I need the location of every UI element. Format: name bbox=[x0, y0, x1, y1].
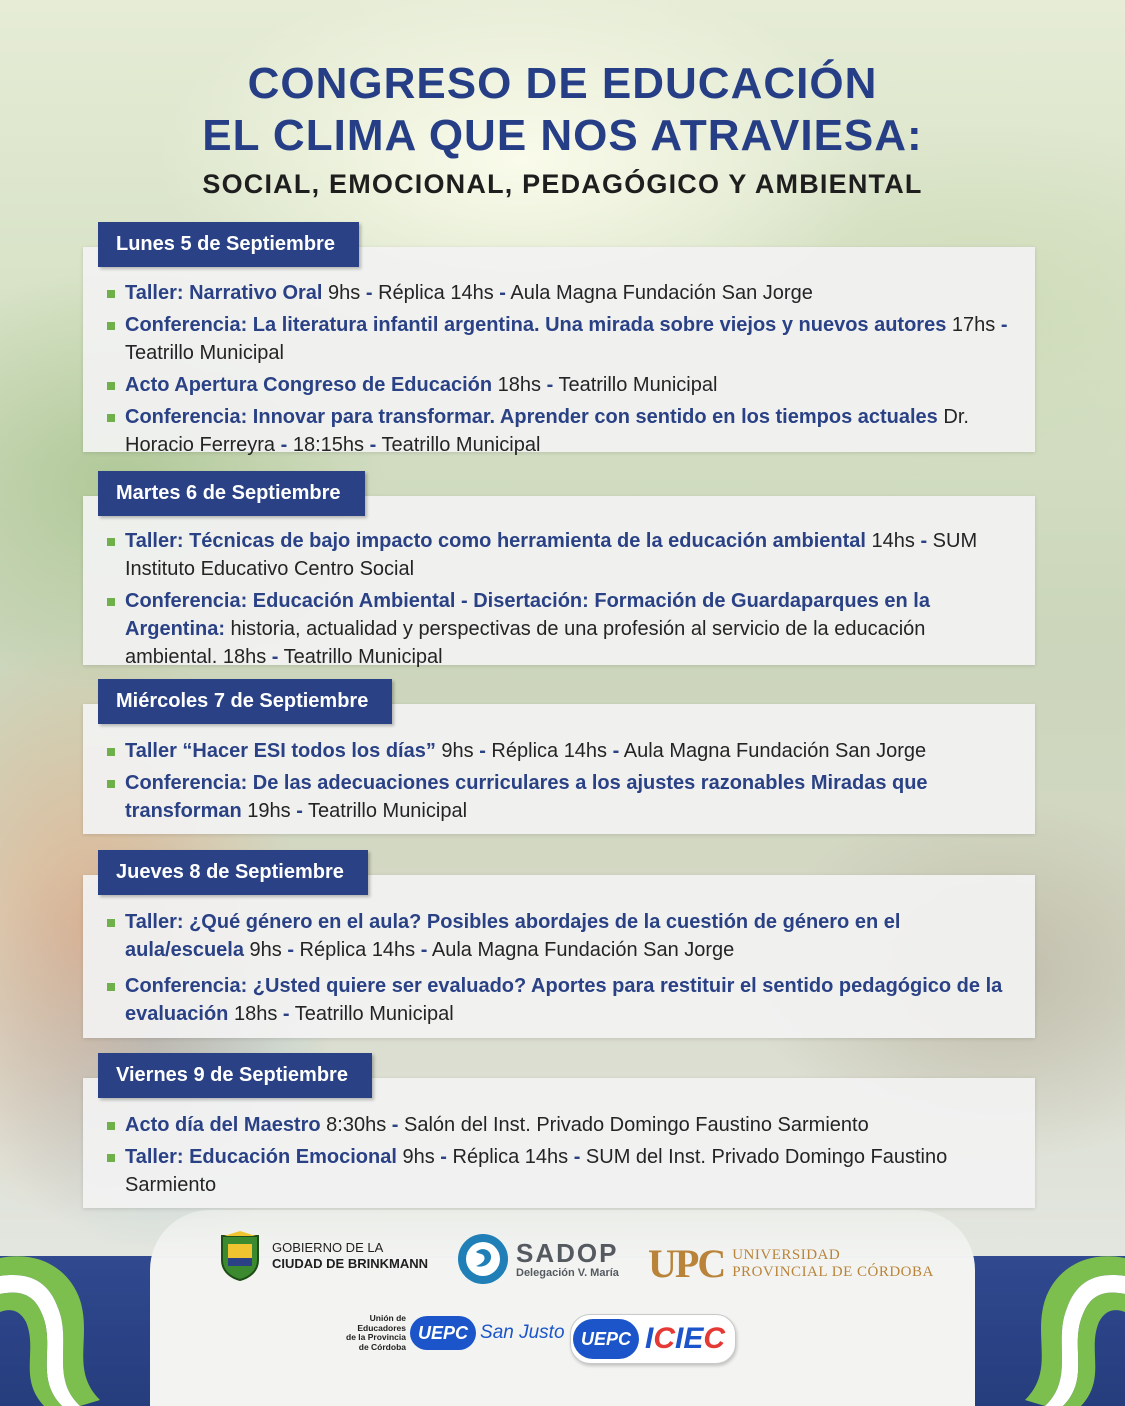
bullet-square-icon bbox=[107, 919, 115, 927]
event-title: Acto Apertura Congreso de Educación bbox=[125, 374, 493, 396]
event-separator: - bbox=[612, 740, 620, 762]
bullet-square-icon bbox=[107, 598, 115, 606]
event-detail: Teatrillo Municipal bbox=[553, 374, 718, 396]
upc-mark: UPC bbox=[648, 1241, 725, 1286]
day-section-monday bbox=[83, 222, 1035, 456]
event-title: Conferencia: Educación Ambiental - Disertación: Formación de Guardaparques en la Argentina: bbox=[125, 590, 930, 640]
event-detail: Aula Magna Fundación San Jorge bbox=[619, 740, 927, 762]
header bbox=[0, 58, 1125, 202]
event-separator: - bbox=[282, 1003, 290, 1025]
event-detail: Aula Magna Fundación San Jorge bbox=[505, 282, 813, 304]
event-detail: SUM del Inst. Privado Domingo Faustino Sarmiento bbox=[125, 1146, 948, 1196]
event-separator: - bbox=[573, 1146, 581, 1168]
sadop-name: SADOP bbox=[516, 1238, 619, 1268]
uepc-small-4: de Córdoba bbox=[358, 1341, 406, 1352]
event-detail: Réplica 14hs bbox=[294, 939, 421, 961]
event-separator: - bbox=[1000, 314, 1008, 336]
event-list bbox=[83, 1111, 1035, 1203]
uepc-small-3: de la Provincia bbox=[346, 1332, 406, 1342]
brinkmann-shield-icon bbox=[218, 1230, 262, 1282]
event-separator: - bbox=[479, 740, 486, 762]
event-detail: Teatrillo Municipal bbox=[278, 646, 443, 668]
event-detail: Teatrillo Municipal bbox=[125, 342, 284, 364]
day-section-tuesday bbox=[83, 471, 1035, 668]
uepc-small-1: Unión de bbox=[369, 1313, 406, 1323]
uepc-san-justo: San Justo bbox=[480, 1322, 565, 1343]
event-title: Conferencia: De las adecuaciones curriculares a los ajustes razonables Miradas que transforman bbox=[125, 772, 928, 822]
logo-uepc-iciec bbox=[570, 1314, 736, 1364]
event-item bbox=[83, 403, 1035, 459]
iciec-part-1: I bbox=[645, 1322, 654, 1355]
event-separator: - bbox=[920, 530, 928, 552]
event-detail: Dr. Horacio Ferreyra bbox=[125, 406, 969, 456]
event-item bbox=[83, 371, 1035, 399]
event-detail: 9hs bbox=[396, 1146, 441, 1168]
event-title: Taller: Educación Emocional bbox=[125, 1146, 397, 1168]
event-detail: 8:30hs bbox=[320, 1114, 392, 1136]
event-detail: 19hs bbox=[241, 800, 297, 822]
event-detail: Teatrillo Municipal bbox=[289, 1003, 454, 1025]
event-detail: 9hs bbox=[435, 740, 480, 762]
event-separator: - bbox=[296, 800, 303, 822]
event-separator: - bbox=[499, 282, 506, 304]
event-title: Conferencia: ¿Usted quiere ser evaluado? Aportes para restituir el sentido pedagógico de la evaluación bbox=[125, 975, 1003, 1025]
upc-line-1: UNIVERSIDAD bbox=[732, 1246, 841, 1263]
event-title: Conferencia: Innovar para transformar. Aprender con sentido en los tiempos actuales bbox=[125, 406, 938, 428]
title-line-2: EL CLIMA QUE NOS ATRAVIESA: bbox=[202, 111, 923, 160]
event-title: Taller “Hacer ESI todos los días” bbox=[125, 740, 436, 762]
event-item bbox=[83, 527, 1035, 583]
event-item bbox=[83, 1143, 1035, 1199]
event-separator: - bbox=[546, 374, 554, 396]
event-detail: 14hs bbox=[865, 530, 921, 552]
event-item bbox=[83, 908, 1035, 964]
event-list bbox=[83, 737, 1035, 829]
ribbon-right-icon bbox=[965, 1250, 1125, 1406]
uepc-badge: UEPC bbox=[410, 1316, 476, 1350]
event-detail: 9hs bbox=[243, 939, 288, 961]
event-separator: - bbox=[271, 646, 279, 668]
iciec-text bbox=[645, 1322, 725, 1356]
bullet-square-icon bbox=[107, 414, 115, 422]
event-detail: 18hs bbox=[492, 374, 547, 396]
event-separator: - bbox=[440, 1146, 447, 1168]
event-detail: 9hs bbox=[322, 282, 366, 304]
event-item bbox=[83, 587, 1035, 671]
iciec-c-2: C bbox=[703, 1322, 726, 1355]
event-detail: 18:15hs bbox=[287, 434, 370, 456]
event-list bbox=[83, 279, 1035, 463]
bullet-square-icon bbox=[107, 538, 115, 546]
day-label: Miércoles 7 de Septiembre bbox=[98, 679, 392, 724]
iciec-c-1: C bbox=[653, 1322, 676, 1355]
day-label: Jueves 8 de Septiembre bbox=[98, 850, 368, 895]
event-separator: - bbox=[369, 434, 377, 456]
event-item bbox=[83, 311, 1035, 367]
logo-sadop bbox=[456, 1232, 619, 1286]
event-item bbox=[83, 279, 1035, 307]
brinkmann-line-2: CIUDAD DE BRINKMANN bbox=[272, 1256, 428, 1271]
event-detail: SUM Instituto Educativo Centro Social bbox=[125, 530, 978, 580]
event-list bbox=[83, 908, 1035, 1036]
event-item bbox=[83, 1111, 1035, 1139]
logo-uepc-san-justo bbox=[346, 1314, 565, 1352]
brinkmann-line-1: GOBIERNO DE LA bbox=[272, 1240, 384, 1255]
event-title: Acto día del Maestro bbox=[125, 1114, 321, 1136]
bullet-square-icon bbox=[107, 1154, 115, 1162]
event-title: Taller: Narrativo Oral bbox=[125, 282, 323, 304]
event-separator: - bbox=[287, 939, 294, 961]
event-detail: Réplica 14hs bbox=[372, 282, 500, 304]
ribbon-left-icon bbox=[0, 1250, 160, 1406]
day-label: Viernes 9 de Septiembre bbox=[98, 1053, 372, 1098]
event-title: Taller: ¿Qué género en el aula? Posibles abordajes de la cuestión de género en el aula/escuela bbox=[125, 911, 901, 961]
day-section-thursday bbox=[83, 850, 1035, 1038]
event-detail: Réplica 14hs bbox=[446, 1146, 574, 1168]
upc-line-2: PROVINCIAL DE CÓRDOBA bbox=[732, 1263, 934, 1280]
bullet-square-icon bbox=[107, 780, 115, 788]
event-separator: - bbox=[280, 434, 288, 456]
day-section-friday bbox=[83, 1053, 1035, 1208]
event-detail: Aula Magna Fundación San Jorge bbox=[427, 939, 735, 961]
bullet-square-icon bbox=[107, 748, 115, 756]
sadop-sub: Delegación V. María bbox=[516, 1267, 619, 1279]
iciec-part-2: IE bbox=[675, 1322, 704, 1355]
event-detail: historia, actualidad y perspectivas de una profesión al servicio de la educación ambiental. 18hs bbox=[125, 618, 926, 668]
title-line-1: CONGRESO DE EDUCACIÓN bbox=[247, 59, 878, 108]
event-item bbox=[83, 737, 1035, 765]
subtitle: SOCIAL, EMOCIONAL, PEDAGÓGICO Y AMBIENTAL bbox=[202, 169, 923, 199]
event-item bbox=[83, 769, 1035, 825]
event-detail: Salón del Inst. Privado Domingo Faustino Sarmiento bbox=[398, 1114, 869, 1136]
day-label: Martes 6 de Septiembre bbox=[98, 471, 365, 516]
event-detail: 17hs bbox=[946, 314, 1001, 336]
bullet-square-icon bbox=[107, 290, 115, 298]
day-label: Lunes 5 de Septiembre bbox=[98, 222, 359, 267]
sadop-emblem-icon bbox=[456, 1232, 510, 1286]
footer bbox=[0, 1210, 1125, 1406]
logo-upc bbox=[648, 1240, 934, 1287]
event-title: Conferencia: La literatura infantil argentina. Una mirada sobre viejos y nuevos autores bbox=[125, 314, 947, 336]
bullet-square-icon bbox=[107, 1122, 115, 1130]
uepc-small-2: Educadores bbox=[357, 1322, 406, 1333]
day-section-wednesday bbox=[83, 679, 1035, 834]
logo-brinkmann bbox=[218, 1230, 428, 1282]
event-title: Taller: Técnicas de bajo impacto como herramienta de la educación ambiental bbox=[125, 530, 866, 552]
bullet-square-icon bbox=[107, 983, 115, 991]
event-separator: - bbox=[391, 1114, 399, 1136]
event-detail: Teatrillo Municipal bbox=[376, 434, 541, 456]
event-detail: Réplica 14hs bbox=[485, 740, 613, 762]
bullet-square-icon bbox=[107, 322, 115, 330]
uepc-badge-2: UEPC bbox=[573, 1319, 639, 1359]
event-detail: 18hs bbox=[228, 1003, 283, 1025]
bullet-square-icon bbox=[107, 382, 115, 390]
event-separator: - bbox=[420, 939, 428, 961]
event-list bbox=[83, 527, 1035, 675]
event-separator: - bbox=[365, 282, 373, 304]
event-item bbox=[83, 972, 1035, 1028]
event-detail: Teatrillo Municipal bbox=[302, 800, 468, 822]
